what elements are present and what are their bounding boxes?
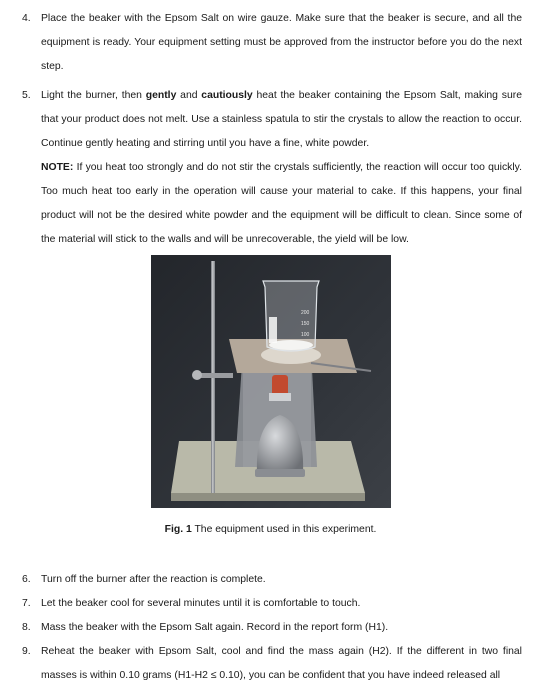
step-number: 9.: [22, 646, 31, 657]
step-7: [22, 592, 522, 616]
figure-caption: [0, 524, 541, 535]
svg-text:200: 200: [301, 310, 310, 316]
caption-label: Fig. 1: [164, 524, 192, 535]
svg-text:100: 100: [301, 332, 310, 338]
step-text: Turn off the burner after the reaction is complete.: [41, 574, 266, 585]
step-number: 4.: [22, 13, 31, 24]
step-9: [22, 640, 522, 688]
step-number: 6.: [22, 574, 31, 585]
emphasis-gently: gently: [145, 90, 177, 101]
step-8: [22, 616, 522, 640]
step-text: Mass the beaker with the Epsom Salt again. Record in the report form (H1).: [41, 622, 389, 633]
step-4: [22, 7, 522, 79]
step-number: 5.: [22, 90, 31, 101]
step-text: Let the beaker cool for several minutes until it is comfortable to touch.: [41, 598, 361, 609]
caption-text: The equipment used in this experiment.: [191, 524, 377, 535]
note-label: NOTE:: [41, 162, 74, 173]
step-text: Light the burner, then gently and cautiously heat the beaker containing the Epsom Salt, making sure that your product does not melt. Use a stainless spatula to stir the crystals to allow the reaction to occur. Continue gently heating and stirring until you have a fine, white powder. NOTE: If you heat too strongly and do not stir the crystals sufficiently, the reaction will occur too quickly. Too much heat too early in the operation will cause your material to cake. If this happens, your final product will not be the desired white powder and the equipment will be difficult to clean. Since some of the material will stick to the walls and will be unrecoverable, the yield will be low.: [41, 90, 522, 245]
svg-text:150: 150: [301, 321, 310, 327]
step-6: [22, 568, 522, 592]
note-text: If you heat too strongly and do not stir the crystals sufficiently, the reaction will occur too quickly. Too much heat too early in the operation will cause your material to cake. If this happens, your final product will not be the desired white powder and the equipment will be difficult to clean. Since some of the material will stick to the walls and will be unrecoverable, the yield will be low.: [41, 162, 522, 245]
step-number: 7.: [22, 598, 31, 609]
step-5: [22, 84, 522, 252]
emphasis-cautiously: cautiously: [201, 90, 253, 101]
equipment-photo: [151, 255, 391, 508]
step-number: 8.: [22, 622, 31, 633]
step-text: Reheat the beaker with Epsom Salt, cool and find the mass again (H2). If the different in two final masses is within 0.10 grams (H1-H2 ≤ 0.10), you can be confident that you have indeed released all: [41, 646, 522, 681]
step-text: Place the beaker with the Epsom Salt on wire gauze. Make sure that the beaker is secure, and all the equipment is ready. Your equipment setting must be approved from the instructor before you do the next step.: [41, 13, 522, 72]
